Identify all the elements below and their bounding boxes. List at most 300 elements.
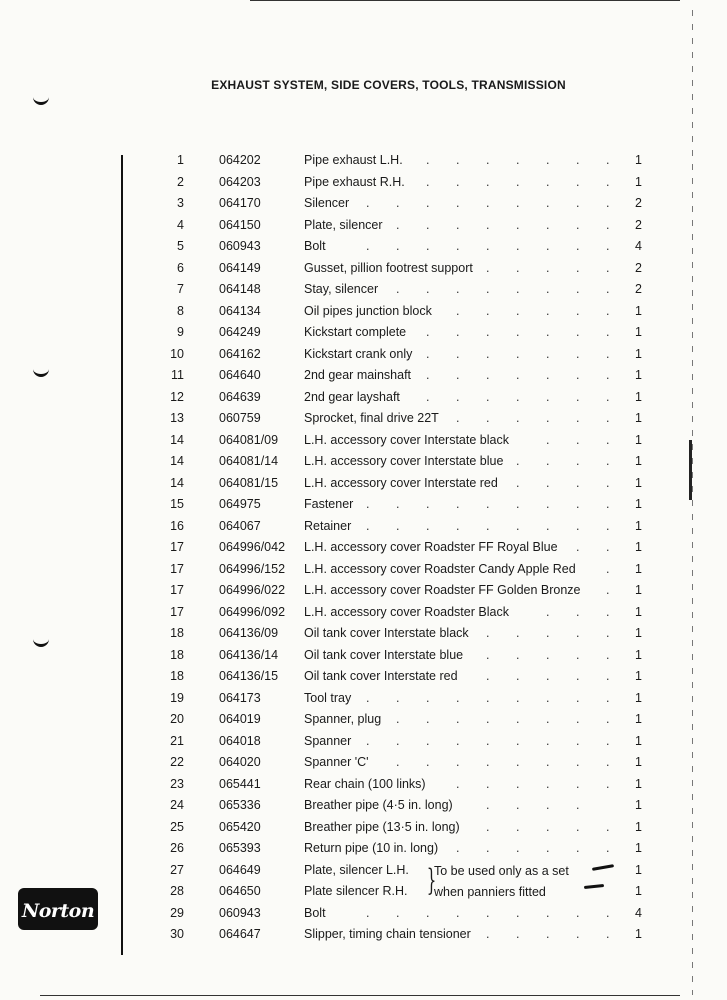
- table-row: [0, 516, 727, 536]
- leader-dot: .: [606, 303, 610, 318]
- leader-dot: .: [606, 583, 610, 597]
- leader-dot: .: [546, 776, 550, 791]
- set-note-line-2: when panniers fitted: [434, 885, 546, 899]
- leader-dot: .: [576, 690, 580, 705]
- part-description: Oil tank cover Interstate blue: [304, 647, 464, 662]
- part-description: Oil pipes junction block: [304, 303, 432, 318]
- quantity: 1: [635, 411, 642, 425]
- leader-dot: .: [546, 626, 550, 640]
- leader-dot: .: [546, 755, 550, 769]
- leader-dot: .: [516, 217, 520, 232]
- leader-dot: .: [606, 927, 610, 941]
- leader-dot: .: [516, 454, 520, 468]
- leader-dot: .: [396, 217, 400, 232]
- part-description: Stay, silencer: [304, 282, 379, 296]
- leader-dot: .: [456, 368, 460, 382]
- leader-dot: .: [546, 346, 550, 361]
- leader-dot: .: [426, 389, 430, 404]
- item-number: 8: [177, 303, 184, 318]
- leader-dot: .: [456, 690, 460, 705]
- leader-dot: .: [576, 174, 580, 189]
- leader-dot: .: [396, 712, 400, 726]
- leader-dot: .: [576, 239, 580, 253]
- leader-dot: .: [396, 733, 400, 748]
- quantity: 1: [635, 325, 642, 339]
- table-row: [0, 881, 727, 901]
- leader-dot: .: [366, 733, 370, 748]
- part-description: Spanner, plug: [304, 712, 382, 726]
- leader-dot: .: [606, 776, 610, 791]
- leader-dot: .: [546, 733, 550, 748]
- leader-dot: .: [606, 346, 610, 361]
- leader-dot: .: [426, 217, 430, 232]
- leader-dot: .: [486, 518, 490, 533]
- leader-dot: .: [606, 497, 610, 511]
- leader-dot: .: [456, 303, 460, 318]
- leader-dot: .: [456, 776, 460, 791]
- item-number: 26: [170, 841, 184, 855]
- leader-dot: .: [516, 798, 520, 812]
- binder-hole-mark: [33, 94, 49, 105]
- leader-dot: .: [546, 669, 550, 683]
- quantity: 1: [635, 561, 642, 576]
- item-number: 17: [170, 540, 184, 554]
- item-number: 12: [170, 389, 184, 404]
- item-number: 18: [170, 647, 184, 662]
- leader-dot: .: [426, 368, 430, 382]
- leader-dot: .: [576, 497, 580, 511]
- table-row: [0, 838, 727, 858]
- item-number: 11: [171, 368, 184, 382]
- leader-dot: .: [516, 841, 520, 855]
- item-number: 3: [177, 196, 184, 210]
- part-number: 064996/092: [219, 604, 286, 619]
- leader-dot: .: [456, 196, 460, 210]
- leader-dot: .: [546, 282, 550, 296]
- table-row: [0, 795, 727, 815]
- leader-dot: .: [546, 819, 550, 834]
- part-number: 064640: [219, 368, 261, 382]
- leader-dot: .: [546, 432, 550, 447]
- leader-dot: .: [396, 755, 400, 769]
- leader-dot: .: [606, 389, 610, 404]
- table-row: [0, 580, 727, 600]
- leader-dot: .: [486, 368, 490, 382]
- table-row: [0, 860, 727, 880]
- quantity: 1: [635, 841, 642, 855]
- part-description: Slipper, timing chain tensioner: [304, 927, 471, 941]
- leader-dot: .: [516, 239, 520, 253]
- quantity: 1: [635, 798, 642, 812]
- quantity: 1: [635, 927, 642, 941]
- leader-dot: .: [366, 239, 370, 253]
- part-description: L.H. accessory cover Roadster Black: [304, 604, 509, 619]
- part-number: 064249: [219, 325, 261, 339]
- leader-dot: .: [486, 690, 490, 705]
- leader-dot: .: [516, 303, 520, 318]
- item-number: 17: [170, 604, 184, 619]
- table-row: [0, 903, 727, 923]
- leader-dot: .: [456, 733, 460, 748]
- leader-dot: .: [456, 712, 460, 726]
- part-description: Oil tank cover Interstate black: [304, 626, 469, 640]
- part-number: 064170: [219, 196, 261, 210]
- leader-dot: .: [576, 626, 580, 640]
- quantity: 1: [635, 776, 642, 791]
- quantity: 1: [635, 432, 642, 447]
- part-number: 064996/152: [219, 561, 286, 576]
- quantity: 1: [635, 454, 642, 468]
- part-number: 064020: [219, 755, 261, 769]
- table-row: [0, 236, 727, 256]
- leader-dot: .: [516, 927, 520, 941]
- table-row: [0, 172, 727, 192]
- item-number: 17: [170, 561, 184, 576]
- part-number: 064019: [219, 712, 261, 726]
- table-row: [0, 451, 727, 471]
- leader-dot: .: [486, 282, 490, 296]
- item-number: 7: [177, 282, 184, 296]
- item-number: 29: [170, 905, 184, 920]
- leader-dot: .: [486, 325, 490, 339]
- leader-dot: .: [516, 346, 520, 361]
- leader-dot: .: [426, 174, 430, 189]
- part-description: Rear chain (100 links): [304, 776, 426, 791]
- leader-dot: .: [576, 303, 580, 318]
- item-number: 17: [170, 583, 184, 597]
- leader-dot: .: [516, 368, 520, 382]
- leader-dot: .: [426, 755, 430, 769]
- leader-dot: .: [576, 669, 580, 683]
- table-row: [0, 279, 727, 299]
- table-row: [0, 365, 727, 385]
- part-number: 064136/14: [219, 647, 279, 662]
- quantity: 1: [635, 303, 642, 318]
- leader-dot: .: [426, 282, 430, 296]
- item-number: 5: [177, 239, 184, 253]
- leader-dot: .: [486, 303, 490, 318]
- table-row: [0, 623, 727, 643]
- table-row: [0, 537, 727, 557]
- leader-dot: .: [396, 497, 400, 511]
- leader-dot: .: [546, 389, 550, 404]
- leader-dot: .: [426, 346, 430, 361]
- leader-dot: .: [576, 454, 580, 468]
- leader-dot: .: [546, 368, 550, 382]
- item-number: 15: [170, 497, 184, 511]
- part-description: Plate, silencer: [304, 217, 383, 232]
- leader-dot: .: [606, 690, 610, 705]
- leader-dot: .: [546, 497, 550, 511]
- quantity: 1: [635, 669, 642, 683]
- leader-dot: .: [456, 239, 460, 253]
- leader-dot: .: [546, 905, 550, 920]
- leader-dot: .: [576, 776, 580, 791]
- leader-dot: .: [456, 518, 460, 533]
- leader-dot: .: [516, 690, 520, 705]
- leader-dot: .: [516, 174, 520, 189]
- part-description: Plate, silencer L.H.: [304, 862, 409, 877]
- table-row: [0, 301, 727, 321]
- part-description: Silencer: [304, 196, 350, 210]
- item-number: 4: [177, 217, 184, 232]
- part-number: 064149: [219, 260, 261, 275]
- leader-dot: .: [546, 690, 550, 705]
- part-number: 065420: [219, 819, 261, 834]
- leader-dot: .: [546, 303, 550, 318]
- leader-dot: .: [606, 626, 610, 640]
- leader-dot: .: [516, 647, 520, 662]
- leader-dot: .: [456, 389, 460, 404]
- part-description: Pipe exhaust R.H.: [304, 174, 405, 189]
- leader-dot: .: [516, 325, 520, 339]
- leader-dot: .: [606, 669, 610, 683]
- leader-dot: .: [576, 282, 580, 296]
- part-number: 060943: [219, 905, 261, 920]
- quantity: 1: [635, 647, 642, 662]
- leader-dot: .: [486, 626, 490, 640]
- part-description: Bolt: [304, 239, 326, 253]
- leader-dot: .: [486, 669, 490, 683]
- quantity: 1: [635, 475, 642, 490]
- leader-dot: .: [546, 475, 550, 490]
- leader-dot: .: [426, 712, 430, 726]
- leader-dot: .: [546, 841, 550, 855]
- leader-dot: .: [576, 260, 580, 275]
- leader-dot: .: [486, 174, 490, 189]
- part-number: 064136/09: [219, 626, 279, 640]
- leader-dot: .: [426, 325, 430, 339]
- leader-dot: .: [516, 497, 520, 511]
- table-row: [0, 666, 727, 686]
- quantity: 1: [635, 626, 642, 640]
- item-number: 14: [170, 454, 184, 468]
- table-row: [0, 645, 727, 665]
- part-description: L.H. accessory cover Roadster FF Royal Blue: [304, 540, 558, 554]
- leader-dot: .: [456, 905, 460, 920]
- quantity: 2: [635, 282, 642, 296]
- leader-dot: .: [486, 389, 490, 404]
- leader-dot: .: [606, 518, 610, 533]
- item-number: 6: [177, 260, 184, 275]
- quantity: 1: [635, 690, 642, 705]
- item-number: 20: [170, 712, 184, 726]
- leader-dot: .: [576, 798, 580, 812]
- leader-dot: .: [606, 540, 610, 554]
- table-row: [0, 473, 727, 493]
- leader-dot: .: [486, 497, 490, 511]
- quantity: 1: [635, 540, 642, 554]
- table-row: [0, 150, 727, 170]
- leader-dot: .: [486, 927, 490, 941]
- item-number: 27: [170, 862, 184, 877]
- leader-dot: .: [516, 755, 520, 769]
- leader-dot: .: [456, 841, 460, 855]
- quantity: 1: [635, 884, 642, 898]
- leader-dot: .: [456, 217, 460, 232]
- leader-dot: .: [486, 239, 490, 253]
- leader-dot: .: [426, 733, 430, 748]
- leader-dot: .: [606, 174, 610, 189]
- leader-dot: .: [576, 733, 580, 748]
- leader-dot: .: [546, 217, 550, 232]
- leader-dot: .: [546, 153, 550, 167]
- part-number: 064996/022: [219, 583, 286, 597]
- leader-dot: .: [486, 647, 490, 662]
- part-description: 2nd gear mainshaft: [304, 368, 412, 382]
- quantity: 2: [635, 260, 642, 275]
- table-row: [0, 215, 727, 235]
- leader-dot: .: [486, 841, 490, 855]
- item-number: 16: [170, 518, 184, 533]
- table-row: [0, 709, 727, 729]
- quantity: 1: [635, 346, 642, 361]
- part-description: L.H. accessory cover Interstate red: [304, 475, 498, 490]
- leader-dot: .: [606, 905, 610, 920]
- part-number: 060759: [219, 411, 261, 425]
- leader-dot: .: [546, 604, 550, 619]
- leader-dot: .: [516, 712, 520, 726]
- leader-dot: .: [576, 368, 580, 382]
- leader-dot: .: [606, 819, 610, 834]
- leader-dot: .: [576, 346, 580, 361]
- leader-dot: .: [546, 411, 550, 425]
- leader-dot: .: [366, 518, 370, 533]
- leader-dot: .: [396, 518, 400, 533]
- leader-dot: .: [576, 196, 580, 210]
- bottom-edge-rule: [40, 995, 680, 996]
- item-number: 19: [170, 690, 184, 705]
- part-description: Tool tray: [304, 690, 352, 705]
- leader-dot: .: [456, 174, 460, 189]
- item-number: 28: [170, 884, 184, 898]
- part-description: Return pipe (10 in. long): [304, 841, 439, 855]
- leader-dot: .: [486, 346, 490, 361]
- part-description: Gusset, pillion footrest support: [304, 260, 473, 275]
- item-number: 22: [170, 755, 184, 769]
- leader-dot: .: [606, 153, 610, 167]
- part-description: Kickstart complete: [304, 325, 407, 339]
- quantity: 1: [635, 583, 642, 597]
- leader-dot: .: [606, 604, 610, 619]
- leader-dot: .: [456, 325, 460, 339]
- leader-dot: .: [576, 518, 580, 533]
- leader-dot: .: [516, 905, 520, 920]
- leader-dot: .: [426, 239, 430, 253]
- leader-dot: .: [546, 927, 550, 941]
- leader-dot: .: [576, 604, 580, 619]
- item-number: 1: [177, 153, 184, 167]
- leader-dot: .: [606, 196, 610, 210]
- part-description: Breather pipe (13·5 in. long): [304, 819, 460, 834]
- item-number: 24: [170, 798, 184, 812]
- leader-dot: .: [546, 798, 550, 812]
- leader-dot: .: [396, 196, 400, 210]
- table-row: [0, 494, 727, 514]
- item-number: 10: [170, 346, 184, 361]
- leader-dot: .: [546, 454, 550, 468]
- leader-dot: .: [576, 841, 580, 855]
- leader-dot: .: [516, 626, 520, 640]
- leader-dot: .: [366, 497, 370, 511]
- part-number: 064134: [219, 303, 261, 318]
- leader-dot: .: [606, 411, 610, 425]
- part-description: Spanner: [304, 733, 352, 748]
- leader-dot: .: [516, 819, 520, 834]
- table-row: [0, 430, 727, 450]
- leader-dot: .: [456, 346, 460, 361]
- quantity: 1: [635, 174, 642, 189]
- leader-dot: .: [486, 217, 490, 232]
- part-number: 065336: [219, 798, 261, 812]
- leader-dot: .: [456, 755, 460, 769]
- leader-dot: .: [426, 153, 430, 167]
- item-number: 9: [177, 325, 184, 339]
- quantity: 1: [635, 389, 642, 404]
- part-description: Breather pipe (4·5 in. long): [304, 798, 453, 812]
- leader-dot: .: [576, 217, 580, 232]
- leader-dot: .: [426, 497, 430, 511]
- leader-dot: .: [546, 239, 550, 253]
- leader-dot: .: [486, 755, 490, 769]
- item-number: 18: [170, 626, 184, 640]
- item-number: 14: [170, 475, 184, 490]
- quantity: 2: [635, 217, 642, 232]
- leader-dot: .: [606, 733, 610, 748]
- leader-dot: .: [606, 260, 610, 275]
- quantity: 4: [635, 239, 642, 253]
- leader-dot: .: [576, 432, 580, 447]
- leader-dot: .: [486, 776, 490, 791]
- leader-dot: .: [546, 325, 550, 339]
- table-row: [0, 817, 727, 837]
- part-number: 064067: [219, 518, 261, 533]
- item-number: 30: [170, 927, 184, 941]
- leader-dot: .: [576, 411, 580, 425]
- leader-dot: .: [576, 905, 580, 920]
- leader-dot: .: [516, 776, 520, 791]
- part-description: 2nd gear layshaft: [304, 389, 400, 404]
- leader-dot: .: [576, 647, 580, 662]
- leader-dot: .: [516, 411, 520, 425]
- part-number: 064081/09: [219, 432, 279, 447]
- part-number: 064996/042: [219, 540, 286, 554]
- part-number: 064148: [219, 282, 261, 296]
- part-number: 064639: [219, 389, 261, 404]
- part-number: 064202: [219, 153, 261, 167]
- leader-dot: .: [396, 239, 400, 253]
- part-description: Sprocket, final drive 22T: [304, 411, 439, 425]
- leader-dot: .: [606, 841, 610, 855]
- part-number: 064649: [219, 862, 261, 877]
- leader-dot: .: [396, 905, 400, 920]
- leader-dot: .: [516, 282, 520, 296]
- leader-dot: .: [546, 712, 550, 726]
- part-description: Pipe exhaust L.H.: [304, 153, 403, 167]
- table-row: [0, 602, 727, 622]
- leader-dot: .: [516, 260, 520, 275]
- leader-dot: .: [606, 432, 610, 447]
- part-description: Kickstart crank only: [304, 346, 413, 361]
- part-description: L.H. accessory cover Interstate black: [304, 432, 509, 447]
- leader-dot: .: [606, 712, 610, 726]
- leader-dot: .: [606, 239, 610, 253]
- part-number: 064650: [219, 884, 261, 898]
- part-description: Oil tank cover Interstate red: [304, 669, 458, 683]
- leader-dot: .: [606, 282, 610, 296]
- leader-dot: .: [606, 755, 610, 769]
- page-title: EXHAUST SYSTEM, SIDE COVERS, TOOLS, TRANSMISSION: [211, 78, 566, 92]
